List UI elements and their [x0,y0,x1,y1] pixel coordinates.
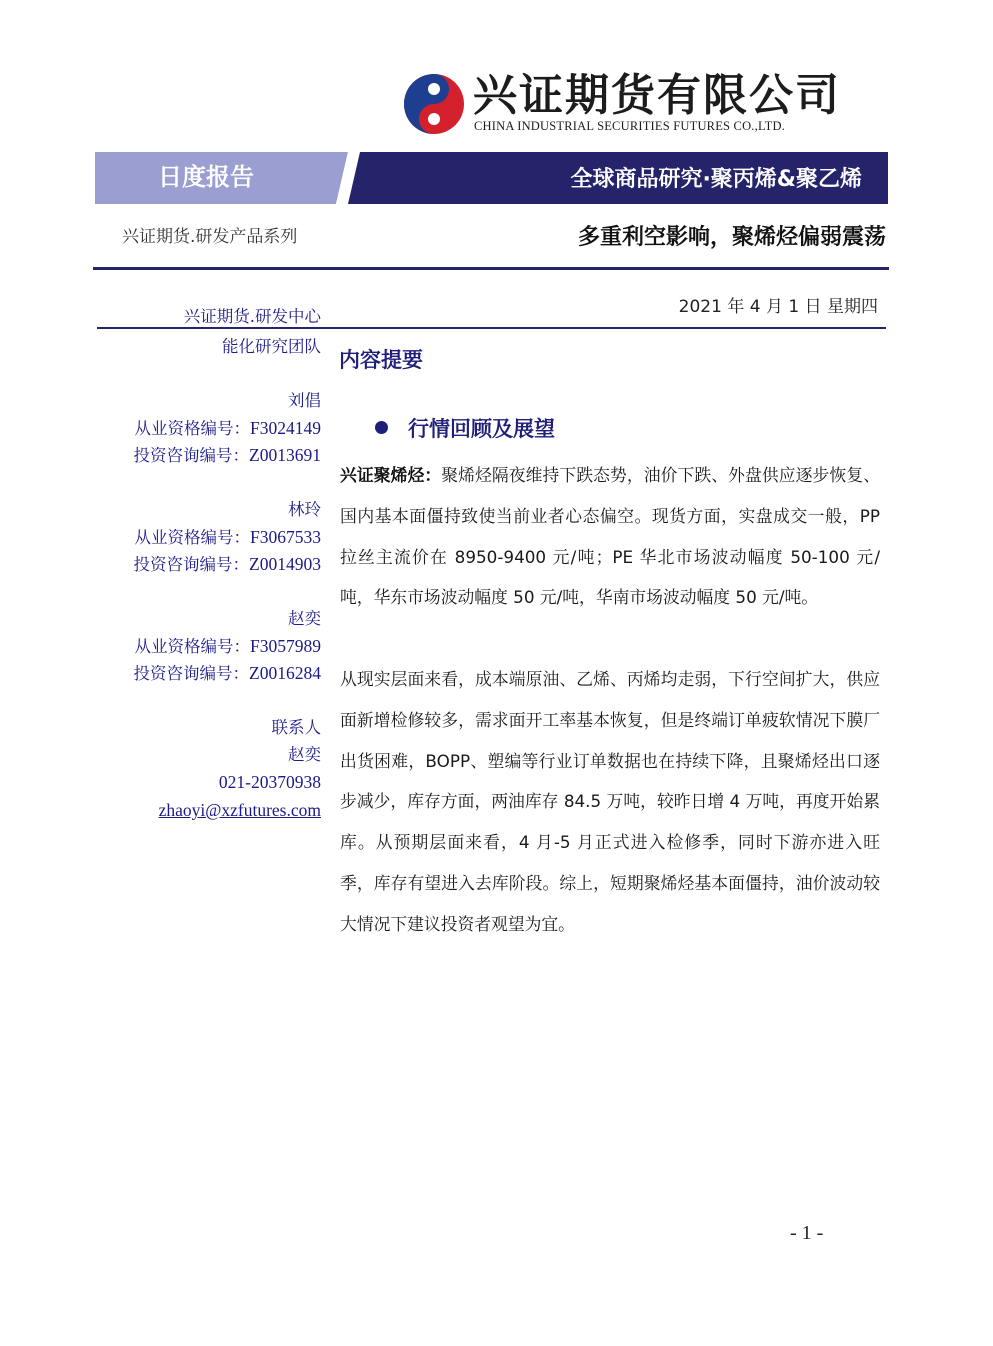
analyst-license: 从业资格编号：F3067533 [134,527,321,547]
section-title: 内容提要 [339,348,423,372]
bullet-icon [375,421,388,434]
paragraph-body: 聚烯烃隔夜维持下跌态势，油价下跌、外盘供应逐步恢复、国内基本面僵持致使当前业者心态偏空。现货方面，实盘成交一般，PP 拉丝主流价在 8950-9400 元/吨；PE 华北市场波动幅度 50-100 元/吨，华东市场波动幅度 50 元/吨，华南市场波动幅度 50 元/吨。 [340,465,880,608]
analyst-name: 林玲 [288,500,321,519]
paragraph-lead: 兴证聚烯烃： [340,465,442,485]
report-type-label: 日度报告 [158,163,254,191]
product-series: 兴证期货.研发产品系列 [122,227,298,247]
contact-name: 赵奕 [288,745,321,764]
company-name-en: CHINA INDUSTRIAL SECURITIES FUTURES CO.,LTD. [474,119,786,133]
contact-email-link[interactable]: zhaoyi@xzfutures.com [158,800,321,820]
analyst-license: 从业资格编号：F3024149 [134,418,321,438]
analyst-name: 刘倡 [288,391,321,410]
paragraph-market-review [340,455,880,618]
paragraph-body: 从现实层面来看，成本端原油、乙烯、丙烯均走弱，下行空间扩大，供应面新增检修较多，需求面开工率基本恢复，但是终端订单疲软情况下膜厂出货困难，BOPP、塑编等行业订单数据也在持续下降，且聚烯烃出口逐步减少，库存方面，两油库存 84.5 万吨，较昨日增 4 万吨，再度开始累库。从预期层面来看，4 月-5 月正式进入检修季，同时下游亦进入旺季，库存有望进入去库阶段。综上，短期聚烯烃基本面僵持，油价波动较大情况下建议投资者观望为宜。 [340,669,880,934]
paragraph-outlook [340,659,880,945]
sidebar-team: 能化研究团队 [222,337,321,356]
banner-divider [318,152,378,204]
report-category-title: 全球商品研究·聚丙烯&聚乙烯 [570,167,862,192]
report-headline: 多重利空影响，聚烯烃偏弱震荡 [577,225,886,250]
analyst-consult: 投资咨询编号：Z0014903 [133,554,321,574]
contact-label: 联系人 [271,718,321,737]
page-number: - 1 - [790,1222,824,1244]
contact-phone: 021-20370938 [218,772,321,792]
subsection-title: 行情回顾及展望 [408,417,555,441]
company-name-cn: 兴证期货有限公司 [473,70,841,121]
sidebar-org: 兴证期货.研发中心 [183,307,321,326]
analyst-name: 赵奕 [288,609,321,628]
header-divider [93,267,889,270]
analyst-consult: 投资咨询编号：Z0013691 [133,445,321,465]
company-logo-icon [402,72,466,136]
analyst-license: 从业资格编号：F3057989 [134,636,321,656]
report-date: 2021 年 4 月 1 日 星期四 [678,297,878,317]
analyst-consult: 投资咨询编号：Z0016284 [133,663,321,683]
